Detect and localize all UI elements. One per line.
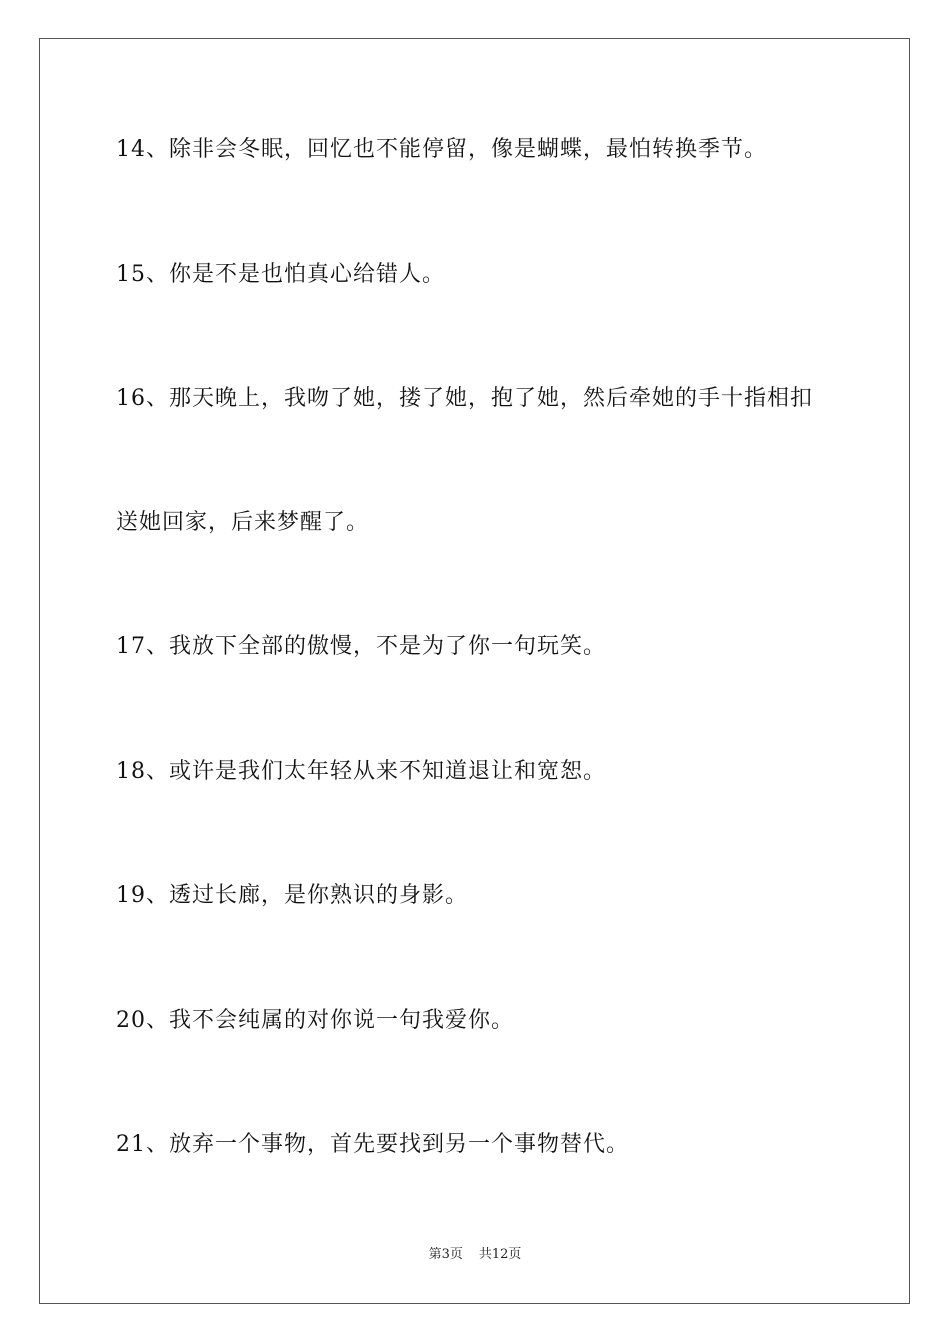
text-line-14: 14、除非会冬眠，回忆也不能停留，像是蝴蝶，最怕转换季节。: [116, 137, 767, 162]
page-total: 共12页: [478, 1247, 522, 1262]
page-footer: [0, 1246, 950, 1264]
page-border: [39, 38, 910, 1304]
text-line-21: 21、放弃一个事物，首先要找到另一个事物替代。: [116, 1132, 629, 1157]
text-line-16-continued: 送她回家，后来梦醒了。: [116, 510, 370, 535]
text-line-20: 20、我不会纯属的对你说一句我爱你。: [116, 1008, 514, 1033]
page-number: 第3页: [428, 1247, 463, 1262]
text-line-18: 18、或许是我们太年轻从来不知道退让和宽恕。: [116, 759, 606, 784]
text-line-19: 19、透过长廊，是你熟识的身影。: [116, 883, 468, 908]
text-line-17: 17、我放下全部的傲慢，不是为了你一句玩笑。: [116, 634, 606, 659]
text-line-15: 15、你是不是也怕真心给错人。: [116, 262, 445, 287]
text-line-16: 16、那天晚上，我吻了她，搂了她，抱了她，然后牵她的手十指相扣: [116, 386, 813, 411]
